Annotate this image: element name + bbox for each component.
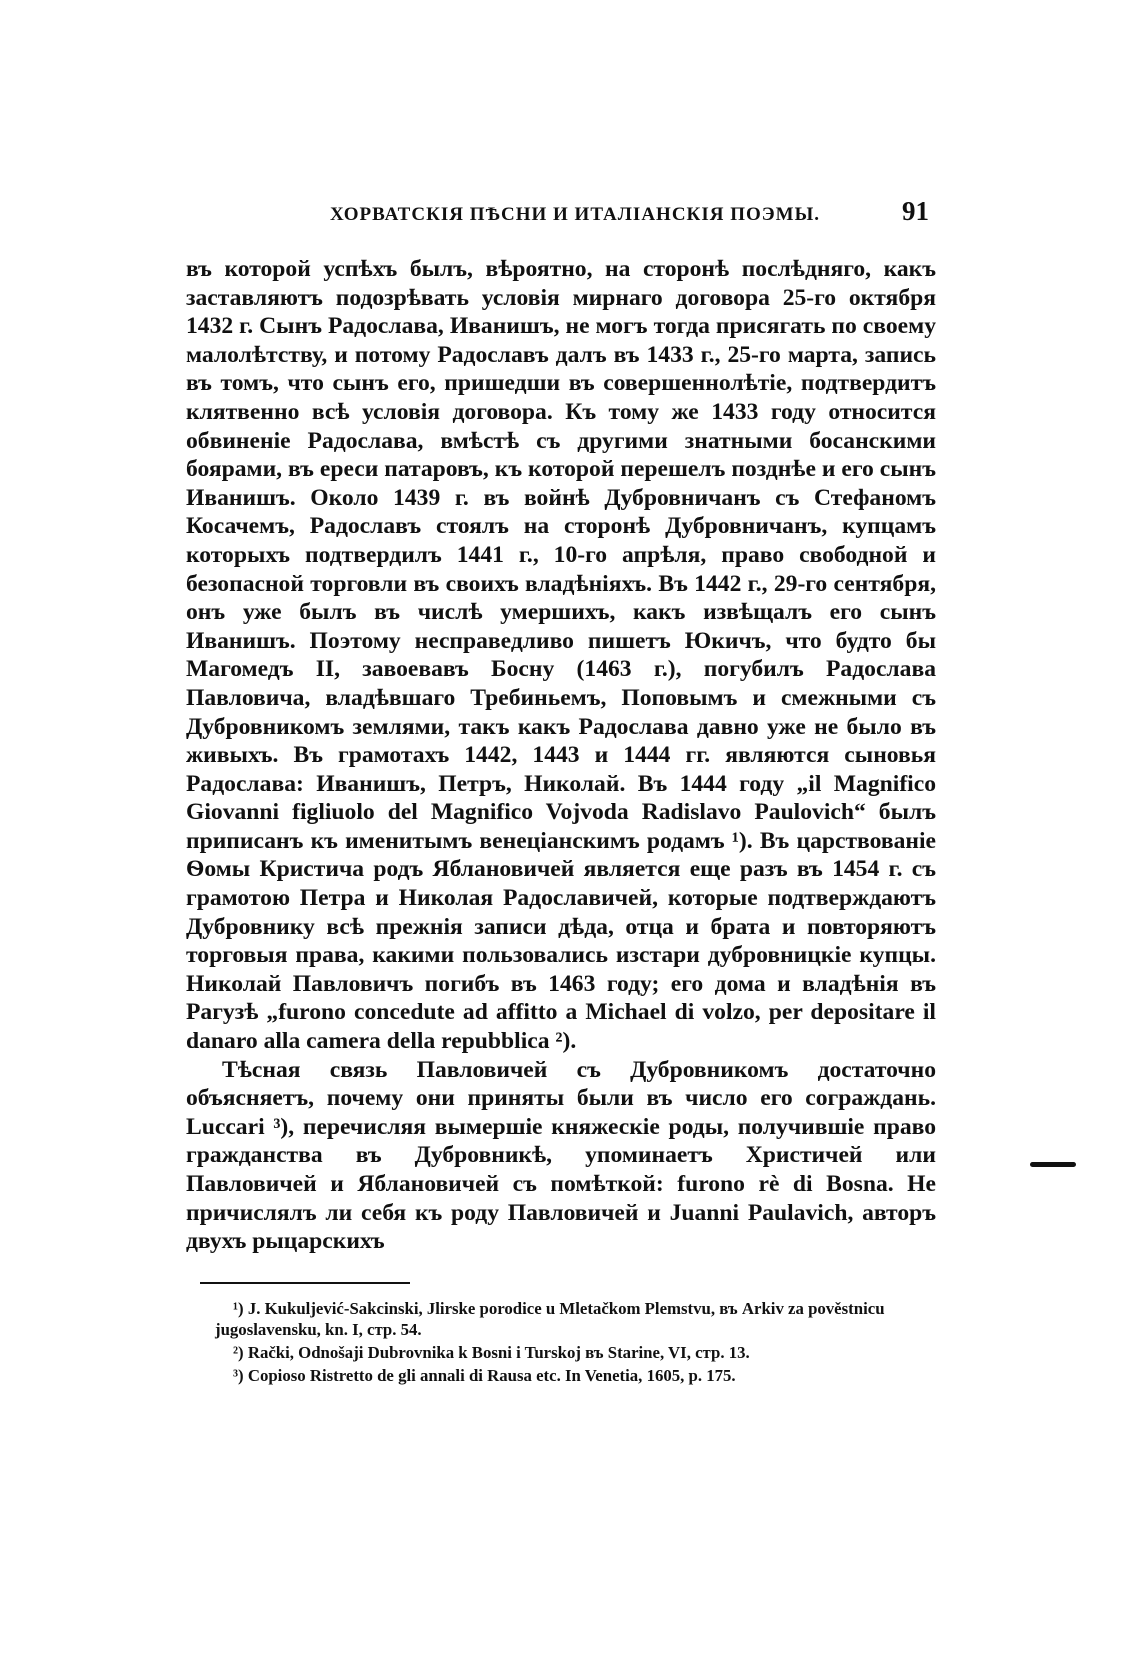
page-number: 91 (902, 196, 929, 226)
footnote-text: Rački, Odnošaji Dubrovnika k Bosni i Turskoj въ Starine, VI, стр. 13. (247, 1343, 750, 1362)
running-title: ХОРВАТСКІЯ ПѢСНИ И ИТАЛІАНСКІЯ ПОЭМЫ. (330, 204, 820, 225)
paragraph-1: въ которой успѣхъ былъ, вѣроятно, на сторонѣ послѣдняго, какъ заставляютъ подозрѣвать условія мирнаго договора 25-го октября 1432 г. Сынъ Радослава, Иванишъ, не могъ тогда присягать по своему малолѣтству, и потому Радославъ далъ въ 1433 г., 25-го марта, запись въ томъ, что сынъ его, пришедши въ совершеннолѣтіе, подтвердитъ клятвенно всѣ условія договора. Къ тому же 1433 году относится обвиненіе Радослава, вмѣстѣ съ другими знатными босанскими боярами, въ ереси патаровъ, къ которой перешелъ позднѣе и его сынъ Иванишъ. Около 1439 г. въ войнѣ Дубровничанъ съ Стефаномъ Косачемъ, Радославъ стоялъ на сторонѣ Дубровничанъ, купцамъ которыхъ подтвердилъ 1441 г., 10-го апрѣля, право свободной и безопасной торговли въ своихъ владѣніяхъ. Въ 1442 г., 29-го сентября, онъ уже былъ въ числѣ умершихъ, какъ извѣщалъ его сынъ Иванишъ. Поэтому несправедливо пишетъ Юкичъ, что будто бы Магомедъ II, завоевавъ Босну (1463 г.), погубилъ Радослава Павловича, владѣвшаго Требиньемъ, Поповымъ и смежными съ Дубровникомъ землями, такъ какъ Радослава давно уже не было въ живыхъ. Въ грамотахъ 1442, 1443 и 1444 гг. являются сыновья Радослава: Иванишъ, Петръ, Николай. Въ 1444 году „il Magnifico Giovanni figliuolo del Magnifico Vojvoda Radislavo Paulovich“ былъ приписанъ къ именитымъ венеціанскимъ родамъ ¹). Въ царствованіе Ѳомы Кристича родъ Яблановичей является еще разъ въ 1454 г. съ грамотою Петра и Николая Радославичей, которые подтверждаютъ Дубровнику всѣ прежнія записи дѣда, отца и брата и повторяютъ торговыя права, какими пользовались изстари дубровницкіе купцы. Николай Павловичъ погибъ въ 1463 году; его дома и владѣнія въ Рагузѣ „furono concedute ad affitto a Michael di volzo, per depositare il danaro alla camera della repubblica ²). (186, 256, 936, 1055)
footnote-text: J. Kukuljević-Sakcinski, Jlirske porodice u Mletačkom Plemstvu, въ Arkiv za pověstnicu jugoslavensku, kn. I, стр. 54. (215, 1299, 885, 1339)
paragraph-2: Тѣсная связь Павловичей съ Дубровникомъ достаточно объясняетъ, почему они приняты были въ число его сограждань. Luccari ³), перечисляя вымершіе княжескіе роды, получившіе право гражданства въ Дубровникѣ, упоминаетъ Христичей или Павловичей и Яблановичей съ помѣткой: furono rè di Bosna. Не причислялъ ли себя къ роду Павловичей и Juanni Paulavich, авторъ двухъ рыцарскихъ (186, 1056, 936, 1255)
footnotes (215, 1298, 937, 1388)
footnote-1 (215, 1298, 937, 1340)
footnote-text: Copioso Ristretto de gli annali di Rausa etc. In Venetia, 1605, p. 175. (247, 1366, 736, 1385)
footnote-2 (215, 1342, 937, 1363)
footnote-divider (200, 1282, 410, 1284)
footnote-3 (215, 1365, 937, 1386)
footnote-mark: ²) (233, 1343, 244, 1362)
footnote-mark: ¹) (233, 1299, 244, 1318)
scan-dash-mark (1030, 1162, 1076, 1167)
body-text (186, 255, 936, 1256)
footnote-mark: ³) (233, 1366, 244, 1385)
page-header (200, 196, 935, 236)
